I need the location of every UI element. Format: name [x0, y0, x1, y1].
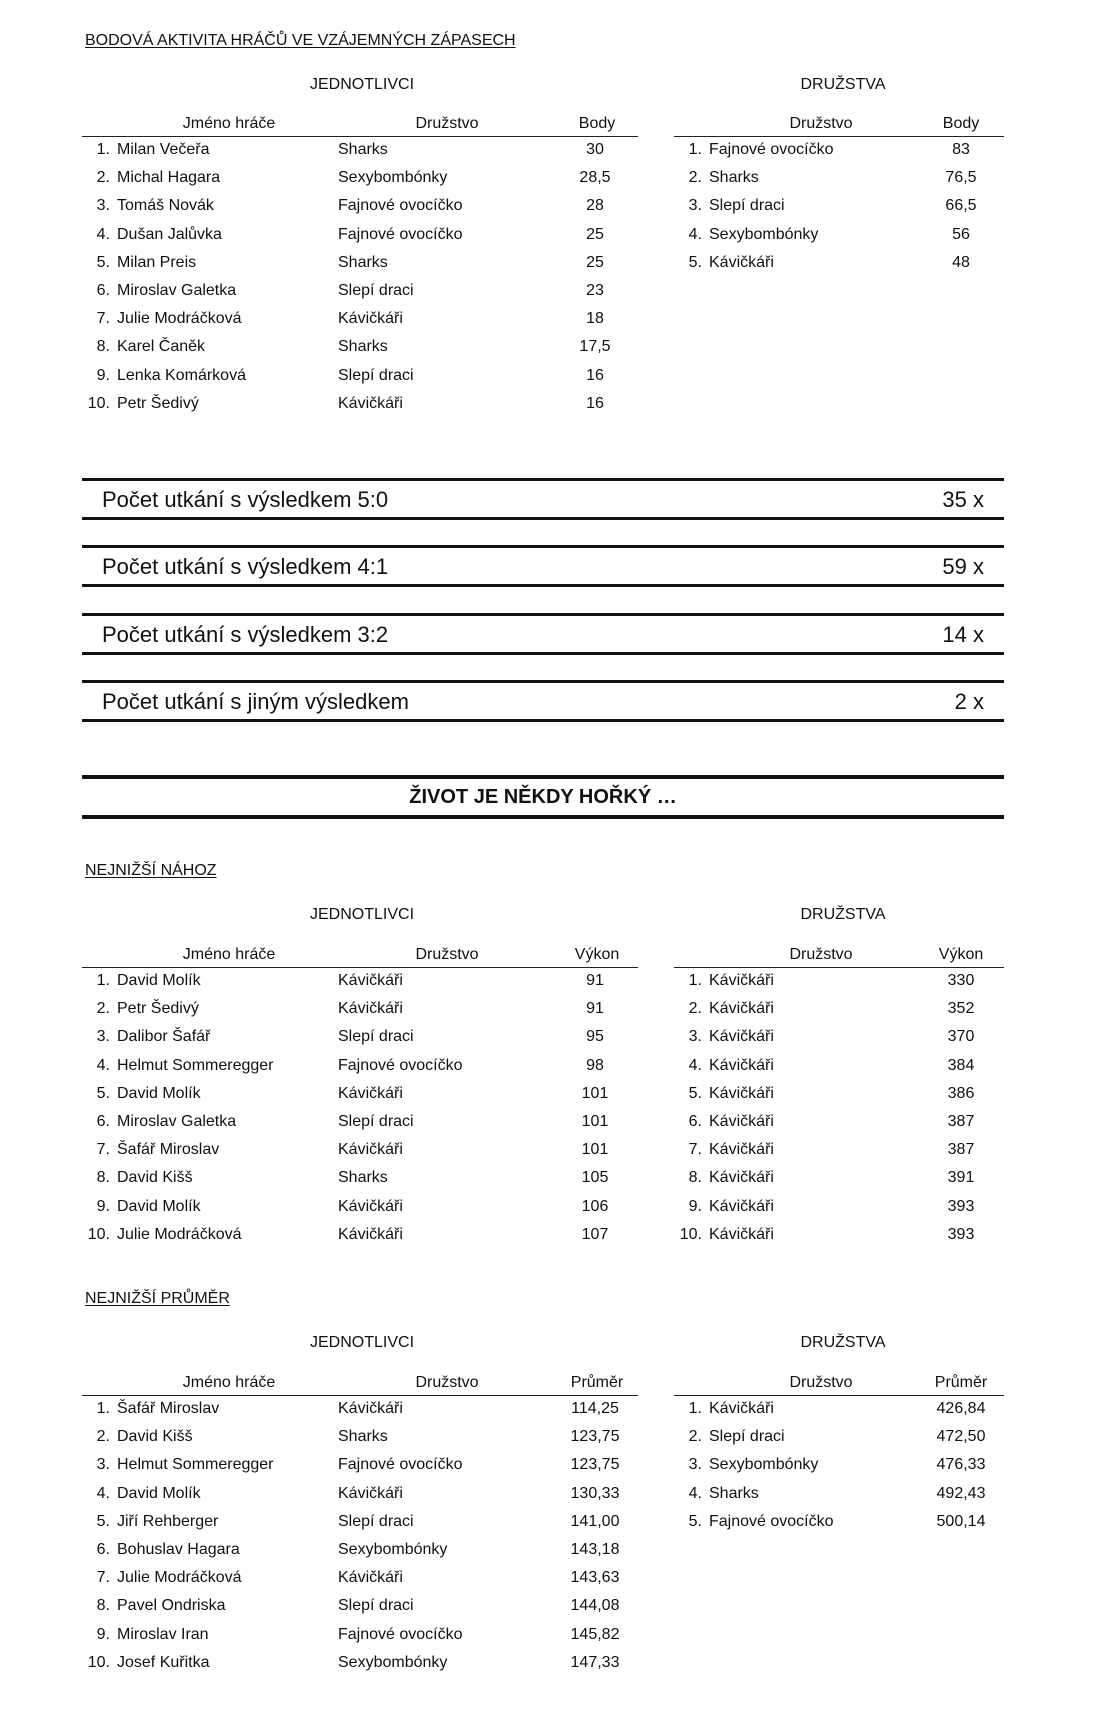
team-name: Sharks [709, 1484, 759, 1502]
rank: 8. [96, 1169, 110, 1187]
team-name: Slepí draci [338, 366, 414, 384]
team-name: Kávičkáři [338, 1484, 403, 1502]
value: 352 [947, 1000, 975, 1018]
player-name: Bohuslav Hagara [117, 1540, 240, 1558]
table-row [82, 1452, 638, 1480]
table-header [82, 1369, 638, 1396]
rank: 4. [96, 225, 110, 243]
rank: 5. [688, 253, 702, 271]
value: 391 [947, 1169, 975, 1187]
column-header: Průměr [570, 1374, 624, 1391]
player-name: Milan Preis [117, 253, 197, 271]
teams-heading: DRUŽSTVA [800, 76, 886, 93]
table-row [674, 1452, 1004, 1480]
table-row [674, 1053, 1004, 1081]
table-row [82, 1424, 638, 1452]
value: 25 [586, 253, 604, 271]
team-name: Fajnové ovocíčko [338, 1456, 463, 1474]
team-name: Kávičkáři [338, 1084, 403, 1102]
result-label: Počet utkání s jiným výsledkem [102, 689, 409, 714]
table-row [82, 222, 638, 250]
table-row [674, 250, 1004, 278]
table-row [674, 1396, 1004, 1424]
team-name: Kávičkáři [709, 1400, 774, 1417]
player-name: David Kišš [117, 1428, 193, 1446]
rank: 9. [96, 1197, 110, 1215]
column-header: Body [578, 115, 616, 132]
value: 101 [581, 1141, 609, 1159]
player-name: Dušan Jalůvka [117, 225, 222, 243]
value: 25 [586, 225, 604, 243]
value: 123,75 [570, 1428, 620, 1446]
value: 28,5 [579, 169, 611, 187]
value: 106 [581, 1197, 609, 1215]
value: 145,82 [570, 1625, 620, 1643]
table-row [674, 968, 1004, 996]
rank: 8. [96, 338, 110, 356]
team-name: Sexybombónky [338, 1540, 448, 1558]
individuals-table-lowest-average [82, 1369, 638, 1678]
table-row [674, 1165, 1004, 1193]
rank: 10. [87, 1225, 110, 1243]
team-name: Kávičkáři [338, 1197, 403, 1215]
team-name: Kávičkáři [709, 1197, 774, 1215]
result-value: 2 x [954, 689, 984, 714]
individuals-heading: JEDNOTLIVCI [309, 1334, 415, 1351]
team-name: Slepí draci [338, 1597, 414, 1615]
result-value: 35 x [942, 487, 984, 512]
team-name: Kávičkáři [338, 1569, 403, 1587]
result-row [82, 545, 1004, 587]
table-row [82, 334, 638, 362]
value: 426,84 [936, 1400, 986, 1417]
player-name: Josef Kuřitka [117, 1653, 210, 1671]
table-row [674, 1481, 1004, 1509]
banner [82, 775, 1004, 819]
rank: 7. [96, 310, 110, 328]
rank: 6. [96, 1540, 110, 1558]
value: 83 [952, 141, 970, 158]
table-row [82, 1622, 638, 1650]
rank: 3. [96, 1456, 110, 1474]
team-name: Sexybombónky [338, 1653, 448, 1671]
rank: 3. [96, 197, 110, 215]
team-name: Sharks [338, 141, 388, 158]
table-row [674, 137, 1004, 165]
table-row [674, 996, 1004, 1024]
table-row [82, 1081, 638, 1109]
table-row [82, 1593, 638, 1621]
result-value: 14 x [942, 622, 984, 647]
player-name: Julie Modráčková [117, 1569, 242, 1587]
table-row [82, 1650, 638, 1678]
column-header: Jméno hráče [182, 946, 276, 963]
team-name: Sharks [338, 253, 388, 271]
teams-table-lowest-throw [674, 941, 1004, 1250]
value: 18 [586, 310, 604, 328]
table-row [674, 165, 1004, 193]
rank: 1. [688, 972, 702, 989]
column-header: Výkon [574, 946, 620, 963]
value: 476,33 [936, 1456, 986, 1474]
value: 387 [947, 1141, 975, 1159]
player-name: Helmut Sommeregger [117, 1456, 274, 1474]
value: 48 [952, 253, 970, 271]
team-name: Kávičkáři [338, 1141, 403, 1159]
column-header: Družstvo [415, 946, 479, 963]
teams-table-lowest-average [674, 1369, 1004, 1537]
team-name: Slepí draci [709, 197, 785, 215]
table-header [674, 110, 1004, 137]
value: 101 [581, 1084, 609, 1102]
rank: 2. [688, 1000, 702, 1018]
team-name: Slepí draci [338, 1512, 414, 1530]
table-row [82, 1481, 638, 1509]
rank: 4. [688, 225, 702, 243]
value: 23 [586, 281, 604, 299]
team-name: Kávičkáři [709, 253, 774, 271]
team-name: Fajnové ovocíčko [338, 1625, 463, 1643]
value: 28 [586, 197, 604, 215]
table-header [674, 1369, 1004, 1396]
value: 30 [586, 141, 604, 158]
individuals-heading: JEDNOTLIVCI [309, 906, 415, 923]
rank: 8. [688, 1169, 702, 1187]
rank: 1. [688, 141, 702, 158]
table-row [82, 1194, 638, 1222]
table-row [674, 1194, 1004, 1222]
column-header: Průměr [934, 1374, 988, 1391]
player-name: David Molík [117, 1197, 201, 1215]
rank: 5. [96, 253, 110, 271]
rank: 7. [96, 1141, 110, 1159]
result-row [82, 680, 1004, 722]
player-name: Miroslav Iran [117, 1625, 209, 1643]
player-name: Šafář Miroslav [117, 1400, 220, 1417]
column-header: Jméno hráče [182, 1374, 276, 1391]
team-name: Sexybombónky [709, 1456, 819, 1474]
rank: 9. [96, 366, 110, 384]
result-row [82, 613, 1004, 655]
team-name: Kávičkáři [709, 1000, 774, 1018]
player-name: David Molík [117, 1084, 201, 1102]
table-row [82, 250, 638, 278]
team-name: Kávičkáři [709, 1084, 774, 1102]
value: 17,5 [579, 338, 611, 356]
player-name: Petr Šedivý [117, 1000, 199, 1018]
team-name: Slepí draci [338, 1028, 414, 1046]
section-title-lowest-average: NEJNIŽŠÍ PRŮMĚR [85, 1290, 230, 1307]
team-name: Kávičkáři [338, 394, 403, 412]
table-row [82, 1137, 638, 1165]
table-row [82, 1053, 638, 1081]
individuals-table-points [82, 110, 638, 419]
team-name: Sharks [338, 1169, 388, 1187]
team-name: Kávičkáři [338, 1400, 403, 1417]
rank: 4. [96, 1056, 110, 1074]
rank: 1. [96, 972, 110, 989]
individuals-table-lowest-throw [82, 941, 638, 1250]
table-row [82, 968, 638, 996]
rank: 4. [688, 1484, 702, 1502]
rank: 2. [688, 169, 702, 187]
player-name: Milan Večeřa [117, 141, 210, 158]
player-name: Julie Modráčková [117, 1225, 242, 1243]
table-row [82, 306, 638, 334]
column-header: Výkon [938, 946, 984, 963]
value: 330 [947, 972, 975, 989]
rank: 8. [96, 1597, 110, 1615]
rank: 1. [96, 1400, 110, 1417]
column-header: Družstvo [789, 115, 853, 132]
rank: 3. [688, 1456, 702, 1474]
value: 472,50 [936, 1428, 986, 1446]
table-row [674, 1137, 1004, 1165]
result-label: Počet utkání s výsledkem 3:2 [102, 622, 389, 647]
table-row [674, 222, 1004, 250]
team-name: Kávičkáři [338, 1000, 403, 1018]
value: 384 [947, 1056, 975, 1074]
team-name: Sexybombónky [709, 225, 819, 243]
result-value: 59 x [942, 554, 984, 579]
rank: 3. [688, 197, 702, 215]
value: 147,33 [570, 1653, 620, 1671]
table-row [82, 1396, 638, 1424]
table-row [82, 165, 638, 193]
value: 387 [947, 1112, 975, 1130]
team-name: Sexybombónky [338, 169, 448, 187]
rank: 4. [96, 1484, 110, 1502]
value: 105 [581, 1169, 609, 1187]
table-row [82, 1537, 638, 1565]
table-row [82, 1222, 638, 1250]
team-name: Kávičkáři [338, 972, 403, 989]
table-row [82, 278, 638, 306]
rank: 9. [96, 1625, 110, 1643]
rank: 10. [679, 1225, 702, 1243]
rank: 5. [96, 1512, 110, 1530]
rank: 7. [688, 1141, 702, 1159]
rank: 2. [688, 1428, 702, 1446]
table-row [82, 193, 638, 221]
rank: 9. [688, 1197, 702, 1215]
team-name: Fajnové ovocíčko [338, 225, 463, 243]
individuals-heading: JEDNOTLIVCI [309, 76, 415, 93]
rank: 6. [96, 1112, 110, 1130]
table-row [674, 1222, 1004, 1250]
teams-heading: DRUŽSTVA [800, 906, 886, 923]
player-name: Pavel Ondriska [117, 1597, 226, 1615]
team-name: Slepí draci [338, 281, 414, 299]
team-name: Fajnové ovocíčko [338, 1056, 463, 1074]
rank: 5. [688, 1512, 702, 1530]
rank: 1. [96, 141, 110, 158]
teams-table-points [674, 110, 1004, 278]
value: 66,5 [945, 197, 977, 215]
table-row [82, 1509, 638, 1537]
player-name: Karel Čaněk [117, 338, 206, 356]
table-row [82, 996, 638, 1024]
value: 144,08 [570, 1597, 620, 1615]
section-title-points: BODOVÁ AKTIVITA HRÁČŮ VE VZÁJEMNÝCH ZÁPASECH [85, 32, 516, 49]
team-name: Sharks [338, 1428, 388, 1446]
player-name: Tomáš Novák [117, 197, 214, 215]
table-row [82, 137, 638, 165]
team-name: Kávičkáři [709, 1112, 774, 1130]
value: 16 [586, 394, 604, 412]
player-name: Lenka Komárková [117, 366, 246, 384]
value: 98 [586, 1056, 604, 1074]
value: 123,75 [570, 1456, 620, 1474]
value: 500,14 [936, 1512, 986, 1530]
player-name: Dalibor Šafář [117, 1028, 211, 1046]
column-header: Družstvo [789, 1374, 853, 1391]
team-name: Kávičkáři [709, 1225, 774, 1243]
value: 91 [586, 1000, 604, 1018]
table-row [674, 193, 1004, 221]
rank: 3. [96, 1028, 110, 1046]
rank: 2. [96, 1000, 110, 1018]
value: 56 [952, 225, 970, 243]
table-row [674, 1424, 1004, 1452]
team-name: Slepí draci [338, 1112, 414, 1130]
rank: 1. [688, 1400, 702, 1417]
value: 95 [586, 1028, 604, 1046]
rank: 6. [688, 1112, 702, 1130]
value: 130,33 [570, 1484, 620, 1502]
player-name: Jiří Rehberger [117, 1512, 219, 1530]
team-name: Kávičkáři [709, 1141, 774, 1159]
value: 107 [581, 1225, 609, 1243]
team-name: Sharks [709, 169, 759, 187]
table-row [82, 363, 638, 391]
player-name: David Molík [117, 972, 201, 989]
table-row [82, 1165, 638, 1193]
player-name: David Molík [117, 1484, 201, 1502]
rank: 10. [87, 394, 110, 412]
player-name: Šafář Miroslav [117, 1141, 220, 1159]
column-header: Družstvo [415, 1374, 479, 1391]
value: 91 [586, 972, 604, 989]
team-name: Fajnové ovocíčko [709, 1512, 834, 1530]
table-row [82, 1109, 638, 1137]
team-name: Kávičkáři [709, 972, 774, 989]
team-name: Kávičkáři [709, 1169, 774, 1187]
table-row [674, 1109, 1004, 1137]
team-name: Kávičkáři [338, 310, 403, 328]
player-name: Michal Hagara [117, 169, 221, 187]
value: 370 [947, 1028, 975, 1046]
team-name: Kávičkáři [709, 1056, 774, 1074]
teams-heading: DRUŽSTVA [800, 1334, 886, 1351]
table-row [82, 391, 638, 419]
rank: 3. [688, 1028, 702, 1046]
team-name: Fajnové ovocíčko [338, 197, 463, 215]
rank: 5. [96, 1084, 110, 1102]
player-name: Julie Modráčková [117, 310, 242, 328]
column-header: Družstvo [415, 115, 479, 132]
table-row [82, 1024, 638, 1052]
team-name: Sharks [338, 338, 388, 356]
player-name: Helmut Sommeregger [117, 1056, 274, 1074]
table-header [82, 941, 638, 968]
value: 143,18 [570, 1540, 620, 1558]
team-name: Kávičkáři [709, 1028, 774, 1046]
value: 141,00 [570, 1512, 620, 1530]
value: 393 [947, 1225, 975, 1243]
rank: 2. [96, 169, 110, 187]
column-header: Jméno hráče [182, 115, 276, 132]
rank: 10. [87, 1653, 110, 1671]
banner-text: ŽIVOT JE NĚKDY HOŘKÝ … [409, 786, 677, 808]
value: 16 [586, 366, 604, 384]
value: 114,25 [571, 1400, 619, 1417]
table-header [674, 941, 1004, 968]
team-name: Slepí draci [709, 1428, 785, 1446]
value: 76,5 [945, 169, 977, 187]
table-row [674, 1081, 1004, 1109]
column-header: Body [942, 115, 980, 132]
result-label: Počet utkání s výsledkem 5:0 [102, 487, 389, 512]
table-row [674, 1509, 1004, 1537]
rank: 2. [96, 1428, 110, 1446]
value: 492,43 [936, 1484, 986, 1502]
table-row [674, 1024, 1004, 1052]
player-name: Petr Šedivý [117, 394, 199, 412]
value: 393 [947, 1197, 975, 1215]
table-row [82, 1565, 638, 1593]
section-title-lowest-throw: NEJNIŽŠÍ NÁHOZ [85, 862, 217, 879]
table-header [82, 110, 638, 137]
rank: 7. [96, 1569, 110, 1587]
result-label: Počet utkání s výsledkem 4:1 [102, 554, 389, 579]
team-name: Kávičkáři [338, 1225, 403, 1243]
value: 101 [581, 1112, 609, 1130]
team-name: Fajnové ovocíčko [709, 141, 834, 158]
rank: 4. [688, 1056, 702, 1074]
result-row [82, 478, 1004, 520]
player-name: Miroslav Galetka [117, 1112, 237, 1130]
value: 143,63 [570, 1569, 620, 1587]
player-name: David Kišš [117, 1169, 193, 1187]
column-header: Družstvo [789, 946, 853, 963]
rank: 6. [96, 281, 110, 299]
player-name: Miroslav Galetka [117, 281, 237, 299]
rank: 5. [688, 1084, 702, 1102]
value: 386 [947, 1084, 975, 1102]
